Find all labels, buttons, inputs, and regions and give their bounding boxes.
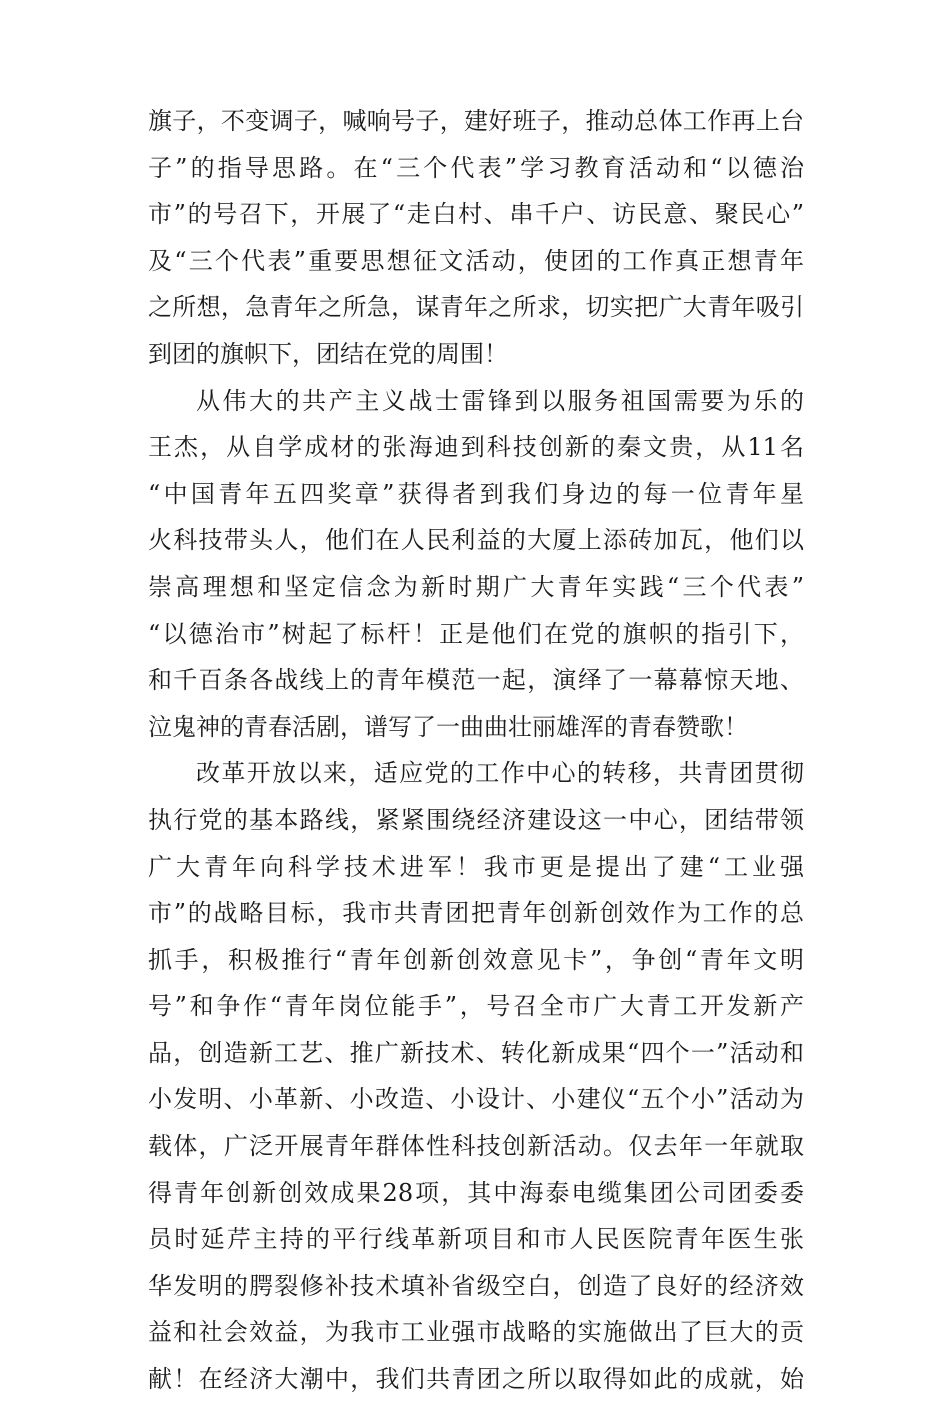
text-line: 市”的号召下，开展了“走白村、串千户、访民意、聚民心” [148, 200, 804, 229]
text-line: 市”的战略目标，我市共青团把青年创新创效作为工作的总 [148, 899, 804, 928]
text-line: 载体，广泛开展青年群体性科技创新活动。仅去年一年就取 [148, 1132, 804, 1161]
paragraph-2 [148, 378, 804, 751]
paragraph-1 [148, 98, 804, 378]
text-line: “中国青年五四奖章”获得者到我们身边的每一位青年星 [148, 479, 804, 508]
text-line: 到团的旗帜下，团结在党的周围！ [148, 339, 508, 368]
text-line: 火科技带头人，他们在人民利益的大厦上添砖加瓦，他们以 [148, 526, 804, 555]
text-line: 献！在经济大潮中，我们共青团之所以取得如此的成就，始 [148, 1365, 804, 1394]
text-line: 得青年创新创效成果28项，其中海泰电缆集团公司团委委 [148, 1178, 804, 1207]
text-line: 广大青年向科学技术进军！我市更是提出了建“工业强 [148, 852, 804, 881]
text-line: 王杰，从自学成材的张海迪到科技创新的秦文贵，从11名 [148, 433, 804, 462]
text-line: 抓手，积极推行“青年创新创效意见卡”，争创“青年文明 [148, 945, 804, 974]
text-line: 执行党的基本路线，紧紧围绕经济建设这一中心，团结带领 [148, 805, 804, 834]
body-text [148, 98, 804, 1403]
text-line: 子”的指导思路。在“三个代表”学习教育活动和“以德治 [148, 153, 804, 182]
text-line: 之所想，急青年之所急，谋青年之所求，切实把广大青年吸引 [148, 293, 804, 322]
text-line: 旗子，不变调子，喊响号子，建好班子，推动总体工作再上台 [148, 107, 804, 135]
text-line: 华发明的腭裂修补技术填补省级空白，创造了良好的经济效 [148, 1271, 804, 1300]
text-line: 号”和争作“青年岗位能手”，号召全市广大青工开发新产 [148, 992, 804, 1021]
text-line: 改革开放以来，适应党的工作中心的转移，共青团贯彻 [196, 759, 804, 788]
text-line: 和千百条各战线上的青年模范一起，演绎了一幕幕惊天地、 [148, 666, 804, 695]
text-line: 益和社会效益，为我市工业强市战略的实施做出了巨大的贡 [148, 1318, 804, 1347]
text-line: “以德治市”树起了标杆！正是他们在党的旗帜的指引下， [148, 619, 804, 648]
text-line: 及“三个代表”重要思想征文活动，使团的工作真正想青年 [148, 246, 804, 275]
text-line: 小发明、小革新、小改造、小设计、小建仪“五个小”活动为 [148, 1085, 804, 1114]
text-line: 泣鬼神的青春活剧，谱写了一曲曲壮丽雄浑的青春赞歌！ [148, 712, 748, 741]
text-line: 品，创造新工艺、推广新技术、转化新成果“四个一”活动和 [148, 1038, 804, 1067]
text-line: 员时延芹主持的平行线革新项目和市人民医院青年医生张 [148, 1225, 804, 1254]
paragraph-3 [148, 750, 804, 1402]
text-line: 从伟大的共产主义战士雷锋到以服务祖国需要为乐的 [196, 386, 804, 415]
text-line: 崇高理想和坚定信念为新时期广大青年实践“三个代表” [148, 572, 804, 601]
